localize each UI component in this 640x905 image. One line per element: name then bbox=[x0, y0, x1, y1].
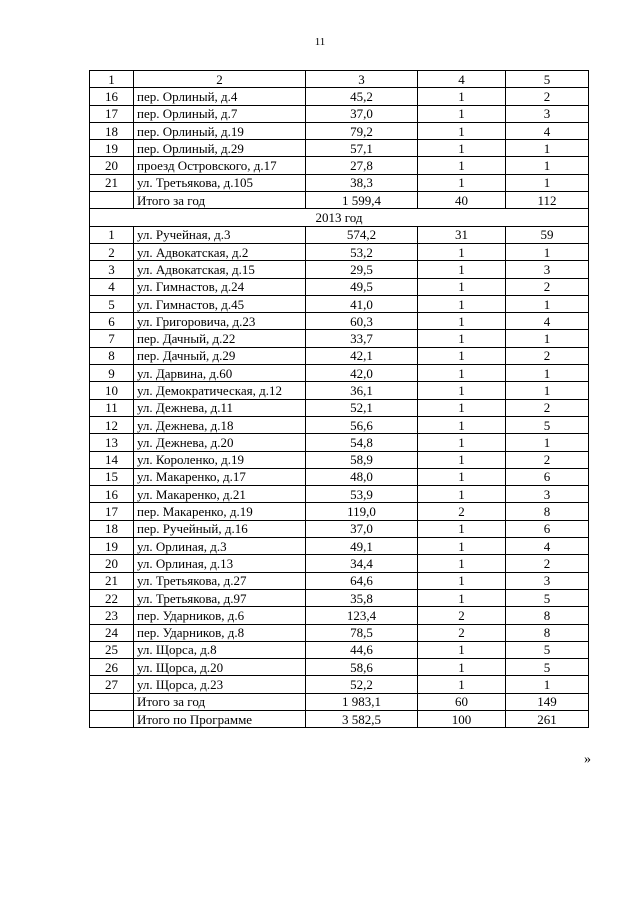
buildings-count: 40 bbox=[418, 192, 506, 209]
residents-count: 3 bbox=[506, 105, 589, 122]
area: 33,7 bbox=[306, 330, 418, 347]
address: ул. Ручейная, д.3 bbox=[134, 226, 306, 243]
address: пер. Орлиный, д.7 bbox=[134, 105, 306, 122]
table-row bbox=[90, 589, 589, 606]
area: 52,2 bbox=[306, 676, 418, 693]
address: ул. Дежнева, д.20 bbox=[134, 434, 306, 451]
row-number: 25 bbox=[90, 641, 134, 658]
address: пер. Макаренко, д.19 bbox=[134, 503, 306, 520]
residents-count: 8 bbox=[506, 503, 589, 520]
buildings-count: 1 bbox=[418, 572, 506, 589]
table-row bbox=[90, 278, 589, 295]
table-row bbox=[90, 451, 589, 468]
row-number: 7 bbox=[90, 330, 134, 347]
area: 37,0 bbox=[306, 105, 418, 122]
buildings-count: 1 bbox=[418, 140, 506, 157]
buildings-count: 1 bbox=[418, 434, 506, 451]
residents-count: 3 bbox=[506, 572, 589, 589]
address: ул. Гимнастов, д.24 bbox=[134, 278, 306, 295]
address: ул. Адвокатская, д.2 bbox=[134, 243, 306, 260]
residents-count: 59 bbox=[506, 226, 589, 243]
buildings-count: 2 bbox=[418, 503, 506, 520]
residents-count: 2 bbox=[506, 347, 589, 364]
address: пер. Орлиный, д.4 bbox=[134, 88, 306, 105]
address: пер. Орлиный, д.19 bbox=[134, 122, 306, 139]
area: 64,6 bbox=[306, 572, 418, 589]
address: ул. Демократическая, д.12 bbox=[134, 382, 306, 399]
row-number: 9 bbox=[90, 365, 134, 382]
row-number: 26 bbox=[90, 659, 134, 676]
area: 53,9 bbox=[306, 486, 418, 503]
row-number: 10 bbox=[90, 382, 134, 399]
row-number: 8 bbox=[90, 347, 134, 364]
row-number: 21 bbox=[90, 174, 134, 191]
residents-count: 5 bbox=[506, 641, 589, 658]
table-row bbox=[90, 555, 589, 572]
area: 35,8 bbox=[306, 589, 418, 606]
area: 54,8 bbox=[306, 434, 418, 451]
address: пер. Дачный, д.22 bbox=[134, 330, 306, 347]
row-number: 17 bbox=[90, 503, 134, 520]
residents-count: 1 bbox=[506, 157, 589, 174]
total-row bbox=[90, 710, 589, 727]
buildings-count: 1 bbox=[418, 313, 506, 330]
section-label: 2013 год bbox=[90, 209, 589, 226]
residents-count: 1 bbox=[506, 140, 589, 157]
buildings-count: 1 bbox=[418, 520, 506, 537]
residents-count: 2 bbox=[506, 451, 589, 468]
table-row bbox=[90, 607, 589, 624]
buildings-count: 1 bbox=[418, 399, 506, 416]
area: 45,2 bbox=[306, 88, 418, 105]
table-row bbox=[90, 140, 589, 157]
address: Итого за год bbox=[134, 693, 306, 710]
residents-count: 149 bbox=[506, 693, 589, 710]
row-number: 18 bbox=[90, 122, 134, 139]
area: 42,1 bbox=[306, 347, 418, 364]
residents-count: 1 bbox=[506, 382, 589, 399]
area: 58,9 bbox=[306, 451, 418, 468]
address: пер. Ударников, д.6 bbox=[134, 607, 306, 624]
table-row bbox=[90, 486, 589, 503]
program-table-container bbox=[89, 70, 589, 728]
table-row bbox=[90, 347, 589, 364]
table-row bbox=[90, 416, 589, 433]
residents-count: 8 bbox=[506, 624, 589, 641]
address: ул. Дежнева, д.11 bbox=[134, 399, 306, 416]
table-row bbox=[90, 157, 589, 174]
section-header-row bbox=[90, 209, 589, 226]
address: пер. Ударников, д.8 bbox=[134, 624, 306, 641]
table-row bbox=[90, 88, 589, 105]
buildings-count: 2 bbox=[418, 624, 506, 641]
row-number: 6 bbox=[90, 313, 134, 330]
area: 38,3 bbox=[306, 174, 418, 191]
address: ул. Третьякова, д.105 bbox=[134, 174, 306, 191]
residents-count: 112 bbox=[506, 192, 589, 209]
residents-count: 6 bbox=[506, 520, 589, 537]
address: Итого по Программе bbox=[134, 710, 306, 727]
address: ул. Гимнастов, д.45 bbox=[134, 295, 306, 312]
table-row bbox=[90, 503, 589, 520]
table-row bbox=[90, 330, 589, 347]
area: 27,8 bbox=[306, 157, 418, 174]
page-number: 11 bbox=[314, 36, 326, 48]
residents-count: 1 bbox=[506, 676, 589, 693]
table-row bbox=[90, 313, 589, 330]
area: 574,2 bbox=[306, 226, 418, 243]
buildings-count: 1 bbox=[418, 589, 506, 606]
row-number: 13 bbox=[90, 434, 134, 451]
address: ул. Третьякова, д.27 bbox=[134, 572, 306, 589]
address: ул. Макаренко, д.21 bbox=[134, 486, 306, 503]
table-row bbox=[90, 624, 589, 641]
table-row bbox=[90, 382, 589, 399]
row-number: 22 bbox=[90, 589, 134, 606]
row-number: 2 bbox=[90, 243, 134, 260]
residents-count: 1 bbox=[506, 434, 589, 451]
total-row bbox=[90, 192, 589, 209]
area: 119,0 bbox=[306, 503, 418, 520]
area: 79,2 bbox=[306, 122, 418, 139]
header-col-1: 1 bbox=[90, 71, 134, 88]
buildings-count: 1 bbox=[418, 122, 506, 139]
area: 36,1 bbox=[306, 382, 418, 399]
row-number: 16 bbox=[90, 486, 134, 503]
table-row bbox=[90, 641, 589, 658]
row-number: 15 bbox=[90, 468, 134, 485]
table-row bbox=[90, 365, 589, 382]
buildings-count: 1 bbox=[418, 538, 506, 555]
area: 60,3 bbox=[306, 313, 418, 330]
area: 56,6 bbox=[306, 416, 418, 433]
program-table bbox=[89, 70, 589, 728]
address: ул. Адвокатская, д.15 bbox=[134, 261, 306, 278]
total-row bbox=[90, 693, 589, 710]
address: ул. Орлиная, д.13 bbox=[134, 555, 306, 572]
buildings-count: 31 bbox=[418, 226, 506, 243]
address: пер. Орлиный, д.29 bbox=[134, 140, 306, 157]
area: 52,1 bbox=[306, 399, 418, 416]
residents-count: 1 bbox=[506, 174, 589, 191]
buildings-count: 1 bbox=[418, 641, 506, 658]
header-col-2: 2 bbox=[134, 71, 306, 88]
buildings-count: 1 bbox=[418, 676, 506, 693]
area: 57,1 bbox=[306, 140, 418, 157]
buildings-count: 1 bbox=[418, 347, 506, 364]
header-col-3: 3 bbox=[306, 71, 418, 88]
buildings-count: 1 bbox=[418, 330, 506, 347]
row-number: 16 bbox=[90, 88, 134, 105]
buildings-count: 1 bbox=[418, 157, 506, 174]
table-row bbox=[90, 572, 589, 589]
row-number: 18 bbox=[90, 520, 134, 537]
row-number: 11 bbox=[90, 399, 134, 416]
area: 49,5 bbox=[306, 278, 418, 295]
row-number: 20 bbox=[90, 555, 134, 572]
table-row bbox=[90, 676, 589, 693]
table-row bbox=[90, 399, 589, 416]
buildings-count: 1 bbox=[418, 243, 506, 260]
address: ул. Щорса, д.20 bbox=[134, 659, 306, 676]
table-row bbox=[90, 226, 589, 243]
address: ул. Дежнева, д.18 bbox=[134, 416, 306, 433]
buildings-count: 2 bbox=[418, 607, 506, 624]
address: ул. Дарвина, д.60 bbox=[134, 365, 306, 382]
table-row bbox=[90, 261, 589, 278]
table-row bbox=[90, 105, 589, 122]
address: ул. Щорса, д.8 bbox=[134, 641, 306, 658]
closing-quote-mark: » bbox=[584, 752, 591, 767]
row-number: 27 bbox=[90, 676, 134, 693]
buildings-count: 1 bbox=[418, 555, 506, 572]
residents-count: 1 bbox=[506, 243, 589, 260]
table-row bbox=[90, 122, 589, 139]
address: пер. Ручейный, д.16 bbox=[134, 520, 306, 537]
buildings-count: 1 bbox=[418, 416, 506, 433]
header-col-4: 4 bbox=[418, 71, 506, 88]
row-number: 1 bbox=[90, 226, 134, 243]
area: 48,0 bbox=[306, 468, 418, 485]
residents-count: 4 bbox=[506, 122, 589, 139]
row-number: 19 bbox=[90, 538, 134, 555]
header-row bbox=[90, 71, 589, 88]
area: 42,0 bbox=[306, 365, 418, 382]
area: 1 983,1 bbox=[306, 693, 418, 710]
buildings-count: 1 bbox=[418, 468, 506, 485]
area: 34,4 bbox=[306, 555, 418, 572]
buildings-count: 1 bbox=[418, 105, 506, 122]
address: ул. Короленко, д.19 bbox=[134, 451, 306, 468]
buildings-count: 1 bbox=[418, 451, 506, 468]
table-row bbox=[90, 174, 589, 191]
table-row bbox=[90, 434, 589, 451]
area: 78,5 bbox=[306, 624, 418, 641]
area: 1 599,4 bbox=[306, 192, 418, 209]
address: проезд Островского, д.17 bbox=[134, 157, 306, 174]
row-number: 20 bbox=[90, 157, 134, 174]
table-row bbox=[90, 659, 589, 676]
header-col-5: 5 bbox=[506, 71, 589, 88]
row-number: 21 bbox=[90, 572, 134, 589]
table-row bbox=[90, 468, 589, 485]
area: 3 582,5 bbox=[306, 710, 418, 727]
row-number: 17 bbox=[90, 105, 134, 122]
buildings-count: 100 bbox=[418, 710, 506, 727]
table-row bbox=[90, 295, 589, 312]
residents-count: 261 bbox=[506, 710, 589, 727]
buildings-count: 1 bbox=[418, 295, 506, 312]
residents-count: 1 bbox=[506, 295, 589, 312]
residents-count: 2 bbox=[506, 555, 589, 572]
address: ул. Щорса, д.23 bbox=[134, 676, 306, 693]
residents-count: 1 bbox=[506, 330, 589, 347]
residents-count: 2 bbox=[506, 278, 589, 295]
area: 44,6 bbox=[306, 641, 418, 658]
area: 37,0 bbox=[306, 520, 418, 537]
residents-count: 4 bbox=[506, 538, 589, 555]
buildings-count: 1 bbox=[418, 174, 506, 191]
area: 123,4 bbox=[306, 607, 418, 624]
residents-count: 5 bbox=[506, 589, 589, 606]
buildings-count: 1 bbox=[418, 278, 506, 295]
address: ул. Макаренко, д.17 bbox=[134, 468, 306, 485]
residents-count: 5 bbox=[506, 659, 589, 676]
row-number: 12 bbox=[90, 416, 134, 433]
program-table-body bbox=[90, 71, 589, 728]
row-number bbox=[90, 710, 134, 727]
row-number: 23 bbox=[90, 607, 134, 624]
buildings-count: 1 bbox=[418, 365, 506, 382]
address: ул. Орлиная, д.3 bbox=[134, 538, 306, 555]
buildings-count: 1 bbox=[418, 486, 506, 503]
row-number: 19 bbox=[90, 140, 134, 157]
row-number: 3 bbox=[90, 261, 134, 278]
buildings-count: 1 bbox=[418, 659, 506, 676]
row-number: 4 bbox=[90, 278, 134, 295]
address: ул. Третьякова, д.97 bbox=[134, 589, 306, 606]
table-row bbox=[90, 538, 589, 555]
buildings-count: 1 bbox=[418, 261, 506, 278]
address: Итого за год bbox=[134, 192, 306, 209]
address: ул. Григоровича, д.23 bbox=[134, 313, 306, 330]
area: 53,2 bbox=[306, 243, 418, 260]
residents-count: 2 bbox=[506, 399, 589, 416]
area: 58,6 bbox=[306, 659, 418, 676]
buildings-count: 60 bbox=[418, 693, 506, 710]
residents-count: 2 bbox=[506, 88, 589, 105]
row-number: 5 bbox=[90, 295, 134, 312]
area: 41,0 bbox=[306, 295, 418, 312]
address: пер. Дачный, д.29 bbox=[134, 347, 306, 364]
residents-count: 5 bbox=[506, 416, 589, 433]
residents-count: 4 bbox=[506, 313, 589, 330]
residents-count: 8 bbox=[506, 607, 589, 624]
residents-count: 3 bbox=[506, 486, 589, 503]
table-row bbox=[90, 243, 589, 260]
row-number: 14 bbox=[90, 451, 134, 468]
buildings-count: 1 bbox=[418, 88, 506, 105]
residents-count: 6 bbox=[506, 468, 589, 485]
row-number: 24 bbox=[90, 624, 134, 641]
area: 49,1 bbox=[306, 538, 418, 555]
row-number bbox=[90, 693, 134, 710]
table-row bbox=[90, 520, 589, 537]
buildings-count: 1 bbox=[418, 382, 506, 399]
residents-count: 1 bbox=[506, 365, 589, 382]
residents-count: 3 bbox=[506, 261, 589, 278]
area: 29,5 bbox=[306, 261, 418, 278]
row-number bbox=[90, 192, 134, 209]
